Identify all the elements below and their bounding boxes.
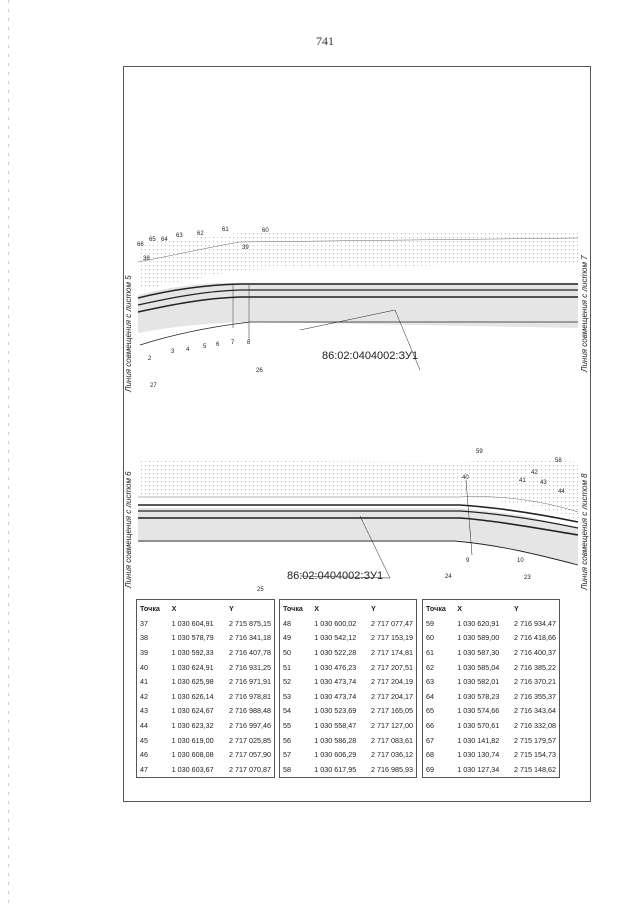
- y-cell: 2 717 057,90: [229, 750, 271, 760]
- point-cell: 51: [283, 662, 291, 672]
- upper-plan: [124, 227, 589, 393]
- table-row: [137, 747, 274, 762]
- y-cell: 2 716 341,18: [229, 633, 271, 643]
- table-row: [423, 660, 559, 675]
- lower-point-label: 40: [462, 475, 469, 481]
- x-cell: 1 030 141,82: [457, 735, 500, 745]
- y-cell: 2 717 083,61: [371, 735, 413, 745]
- upper-point-label: 64: [161, 237, 168, 243]
- table-row: [137, 645, 274, 660]
- y-cell: 2 716 400,37: [514, 647, 556, 657]
- upper-point-label: 60: [262, 228, 269, 234]
- upper-point-label: 66: [137, 242, 144, 248]
- upper-point-label: 65: [149, 237, 156, 243]
- lower-left-match-line: Линия совмещения с листом 6: [124, 471, 133, 588]
- point-cell: 66: [426, 720, 434, 730]
- x-cell: 1 030 624,91: [171, 662, 214, 672]
- x-cell: 1 030 127,34: [457, 764, 500, 774]
- point-cell: 61: [426, 647, 434, 657]
- point-cell: 52: [283, 677, 291, 687]
- x-cell: 1 030 625,98: [171, 677, 214, 687]
- table-row: [137, 704, 274, 719]
- table-row: [280, 704, 416, 719]
- point-cell: 37: [140, 618, 148, 628]
- point-cell: 60: [426, 633, 434, 643]
- x-cell: 1 030 619,00: [171, 735, 214, 745]
- upper-point-label: 26: [256, 368, 263, 374]
- upper-left-match-line: Линия совмещения с листом 5: [124, 275, 133, 392]
- upper-point-label: 6: [216, 342, 220, 348]
- x-cell: 1 030 608,08: [171, 750, 214, 760]
- x-cell: 1 030 523,69: [314, 706, 357, 716]
- table-row: [280, 674, 416, 689]
- x-cell: 1 030 589,00: [457, 633, 500, 643]
- table-row: [423, 762, 559, 777]
- table-row: [280, 689, 416, 704]
- point-cell: 63: [426, 677, 434, 687]
- x-cell: 1 030 473,74: [314, 691, 357, 701]
- point-cell: 44: [140, 720, 148, 730]
- table-row: [423, 718, 559, 733]
- point-cell: 57: [283, 750, 291, 760]
- column-header-x: X: [171, 603, 177, 613]
- x-cell: 1 030 570,61: [457, 720, 500, 730]
- y-cell: 2 716 407,78: [229, 647, 271, 657]
- upper-point-label: 8: [247, 340, 251, 346]
- y-cell: 2 717 153,19: [371, 633, 413, 643]
- column-header-point: Точка: [140, 603, 160, 613]
- y-cell: 2 716 418,66: [514, 633, 556, 643]
- y-cell: 2 716 370,21: [514, 677, 556, 687]
- upper-point-label: 2: [148, 356, 152, 362]
- column-header-point: Точка: [283, 603, 303, 613]
- table-row: [137, 718, 274, 733]
- y-cell: 2 717 036,12: [371, 750, 413, 760]
- lower-point-label: 10: [517, 558, 524, 564]
- point-cell: 62: [426, 662, 434, 672]
- point-cell: 39: [140, 647, 148, 657]
- upper-point-label: 63: [176, 233, 183, 239]
- lower-point-label: 41: [519, 478, 526, 484]
- point-cell: 40: [140, 662, 148, 672]
- point-cell: 45: [140, 735, 148, 745]
- column-header-point: Точка: [426, 603, 446, 613]
- table-row: [137, 660, 274, 675]
- upper-point-label: 3: [171, 349, 175, 355]
- table-row: [280, 762, 416, 777]
- x-cell: 1 030 604,91: [171, 618, 214, 628]
- x-cell: 1 030 626,14: [171, 691, 214, 701]
- table-row: [423, 631, 559, 646]
- point-cell: 42: [140, 691, 148, 701]
- x-cell: 1 030 620,91: [457, 618, 500, 628]
- x-cell: 1 030 617,95: [314, 764, 357, 774]
- y-cell: 2 716 934,47: [514, 618, 556, 628]
- table-row: [137, 762, 274, 777]
- table-row: [137, 616, 274, 631]
- y-cell: 2 717 025,85: [229, 735, 271, 745]
- column-header-x: X: [314, 603, 320, 613]
- point-cell: 55: [283, 720, 291, 730]
- table-row: [423, 689, 559, 704]
- table-row: [423, 704, 559, 719]
- y-cell: 2 716 985,93: [371, 764, 413, 774]
- table-row: [280, 660, 416, 675]
- point-cell: 68: [426, 750, 434, 760]
- upper-point-label: 7: [231, 340, 235, 346]
- coordinate-tables: [136, 599, 576, 777]
- upper-point-label: 5: [203, 344, 207, 350]
- point-cell: 53: [283, 691, 291, 701]
- table-row: [137, 674, 274, 689]
- table-row: [280, 631, 416, 646]
- column-header-y: Y: [514, 603, 519, 613]
- point-cell: 38: [140, 633, 148, 643]
- point-cell: 46: [140, 750, 148, 760]
- y-cell: 2 717 207,51: [371, 662, 413, 672]
- y-cell: 2 716 988,48: [229, 706, 271, 716]
- column-header-y: Y: [229, 603, 234, 613]
- y-cell: 2 717 077,47: [371, 618, 413, 628]
- table-row: [280, 718, 416, 733]
- upper-point-label: 62: [197, 231, 204, 237]
- upper-point-label: 61: [222, 227, 229, 233]
- x-cell: 1 030 624,67: [171, 706, 214, 716]
- x-cell: 1 030 603,67: [171, 764, 214, 774]
- lower-point-label: 23: [524, 575, 531, 581]
- table-row: [423, 674, 559, 689]
- y-cell: 2 716 355,37: [514, 691, 556, 701]
- x-cell: 1 030 587,30: [457, 647, 500, 657]
- lower-point-label: 58: [555, 458, 562, 464]
- upper-right-match-line: Линия совмещения с листом 7: [580, 255, 589, 372]
- upper-point-label: 4: [186, 347, 190, 353]
- page-number: 741: [316, 34, 334, 48]
- x-cell: 1 030 130,74: [457, 750, 500, 760]
- upper-point-label: 38: [143, 256, 150, 262]
- y-cell: 2 716 385,22: [514, 662, 556, 672]
- y-cell: 2 717 070,87: [229, 764, 271, 774]
- lower-point-label: 43: [540, 480, 547, 486]
- column-header-y: Y: [371, 603, 376, 613]
- x-cell: 1 030 476,23: [314, 662, 357, 672]
- x-cell: 1 030 585,04: [457, 662, 500, 672]
- x-cell: 1 030 623,32: [171, 720, 214, 730]
- lower-point-label: 24: [445, 574, 452, 580]
- point-cell: 54: [283, 706, 291, 716]
- x-cell: 1 030 473,74: [314, 677, 357, 687]
- x-cell: 1 030 582,01: [457, 677, 500, 687]
- x-cell: 1 030 592,33: [171, 647, 214, 657]
- lower-right-match-line: Линия совмещения с листом 8: [580, 473, 589, 590]
- point-cell: 64: [426, 691, 434, 701]
- y-cell: 2 716 978,81: [229, 691, 271, 701]
- upper-parcel-label: 86:02:0404002:ЗУ1: [322, 350, 419, 362]
- lower-point-label: 59: [476, 449, 483, 455]
- table-row: [423, 645, 559, 660]
- point-cell: 43: [140, 706, 148, 716]
- table-row: [280, 733, 416, 748]
- x-cell: 1 030 542,12: [314, 633, 357, 643]
- y-cell: 2 716 997,46: [229, 720, 271, 730]
- point-cell: 50: [283, 647, 291, 657]
- point-cell: 69: [426, 764, 434, 774]
- table-row: [137, 733, 274, 748]
- y-cell: 2 716 332,08: [514, 720, 556, 730]
- table-row: [423, 616, 559, 631]
- y-cell: 2 717 204,17: [371, 691, 413, 701]
- table-row: [423, 733, 559, 748]
- y-cell: 2 715 875,15: [229, 618, 271, 628]
- coordinate-table-1: [136, 599, 275, 778]
- point-cell: 49: [283, 633, 291, 643]
- point-cell: 48: [283, 618, 291, 628]
- table-row: [280, 616, 416, 631]
- y-cell: 2 716 343,64: [514, 706, 556, 716]
- y-cell: 2 717 127,00: [371, 720, 413, 730]
- y-cell: 2 716 931,25: [229, 662, 271, 672]
- x-cell: 1 030 522,28: [314, 647, 357, 657]
- y-cell: 2 715 148,62: [514, 764, 556, 774]
- coordinate-table-3: [422, 599, 560, 778]
- lower-point-label: 42: [531, 470, 538, 476]
- point-cell: 59: [426, 618, 434, 628]
- x-cell: 1 030 574,66: [457, 706, 500, 716]
- x-cell: 1 030 578,23: [457, 691, 500, 701]
- x-cell: 1 030 558,47: [314, 720, 357, 730]
- lower-point-label: 9: [466, 558, 470, 564]
- point-cell: 47: [140, 764, 148, 774]
- y-cell: 2 715 179,57: [514, 735, 556, 745]
- table-row: [137, 631, 274, 646]
- x-cell: 1 030 600,02: [314, 618, 357, 628]
- point-cell: 58: [283, 764, 291, 774]
- upper-point-label: 27: [150, 383, 157, 389]
- point-cell: 41: [140, 677, 148, 687]
- table-row: [280, 747, 416, 762]
- column-header-x: X: [457, 603, 463, 613]
- upper-point-label: 39: [242, 245, 249, 251]
- y-cell: 2 717 174,81: [371, 647, 413, 657]
- point-cell: 65: [426, 706, 434, 716]
- y-cell: 2 715 154,73: [514, 750, 556, 760]
- table-row: [423, 747, 559, 762]
- lower-point-label: 44: [558, 489, 565, 495]
- table-row: [137, 689, 274, 704]
- y-cell: 2 717 204,19: [371, 677, 413, 687]
- x-cell: 1 030 578,79: [171, 633, 214, 643]
- lower-point-label: 25: [257, 587, 264, 593]
- x-cell: 1 030 606,29: [314, 750, 357, 760]
- table-row: [280, 645, 416, 660]
- y-cell: 2 717 165,05: [371, 706, 413, 716]
- lower-parcel-label: 86:02:0404002:ЗУ1: [287, 570, 384, 582]
- x-cell: 1 030 586,28: [314, 735, 357, 745]
- point-cell: 56: [283, 735, 291, 745]
- lower-plan: [124, 449, 589, 593]
- y-cell: 2 716 971,91: [229, 677, 271, 687]
- point-cell: 67: [426, 735, 434, 745]
- coordinate-table-2: [279, 599, 417, 778]
